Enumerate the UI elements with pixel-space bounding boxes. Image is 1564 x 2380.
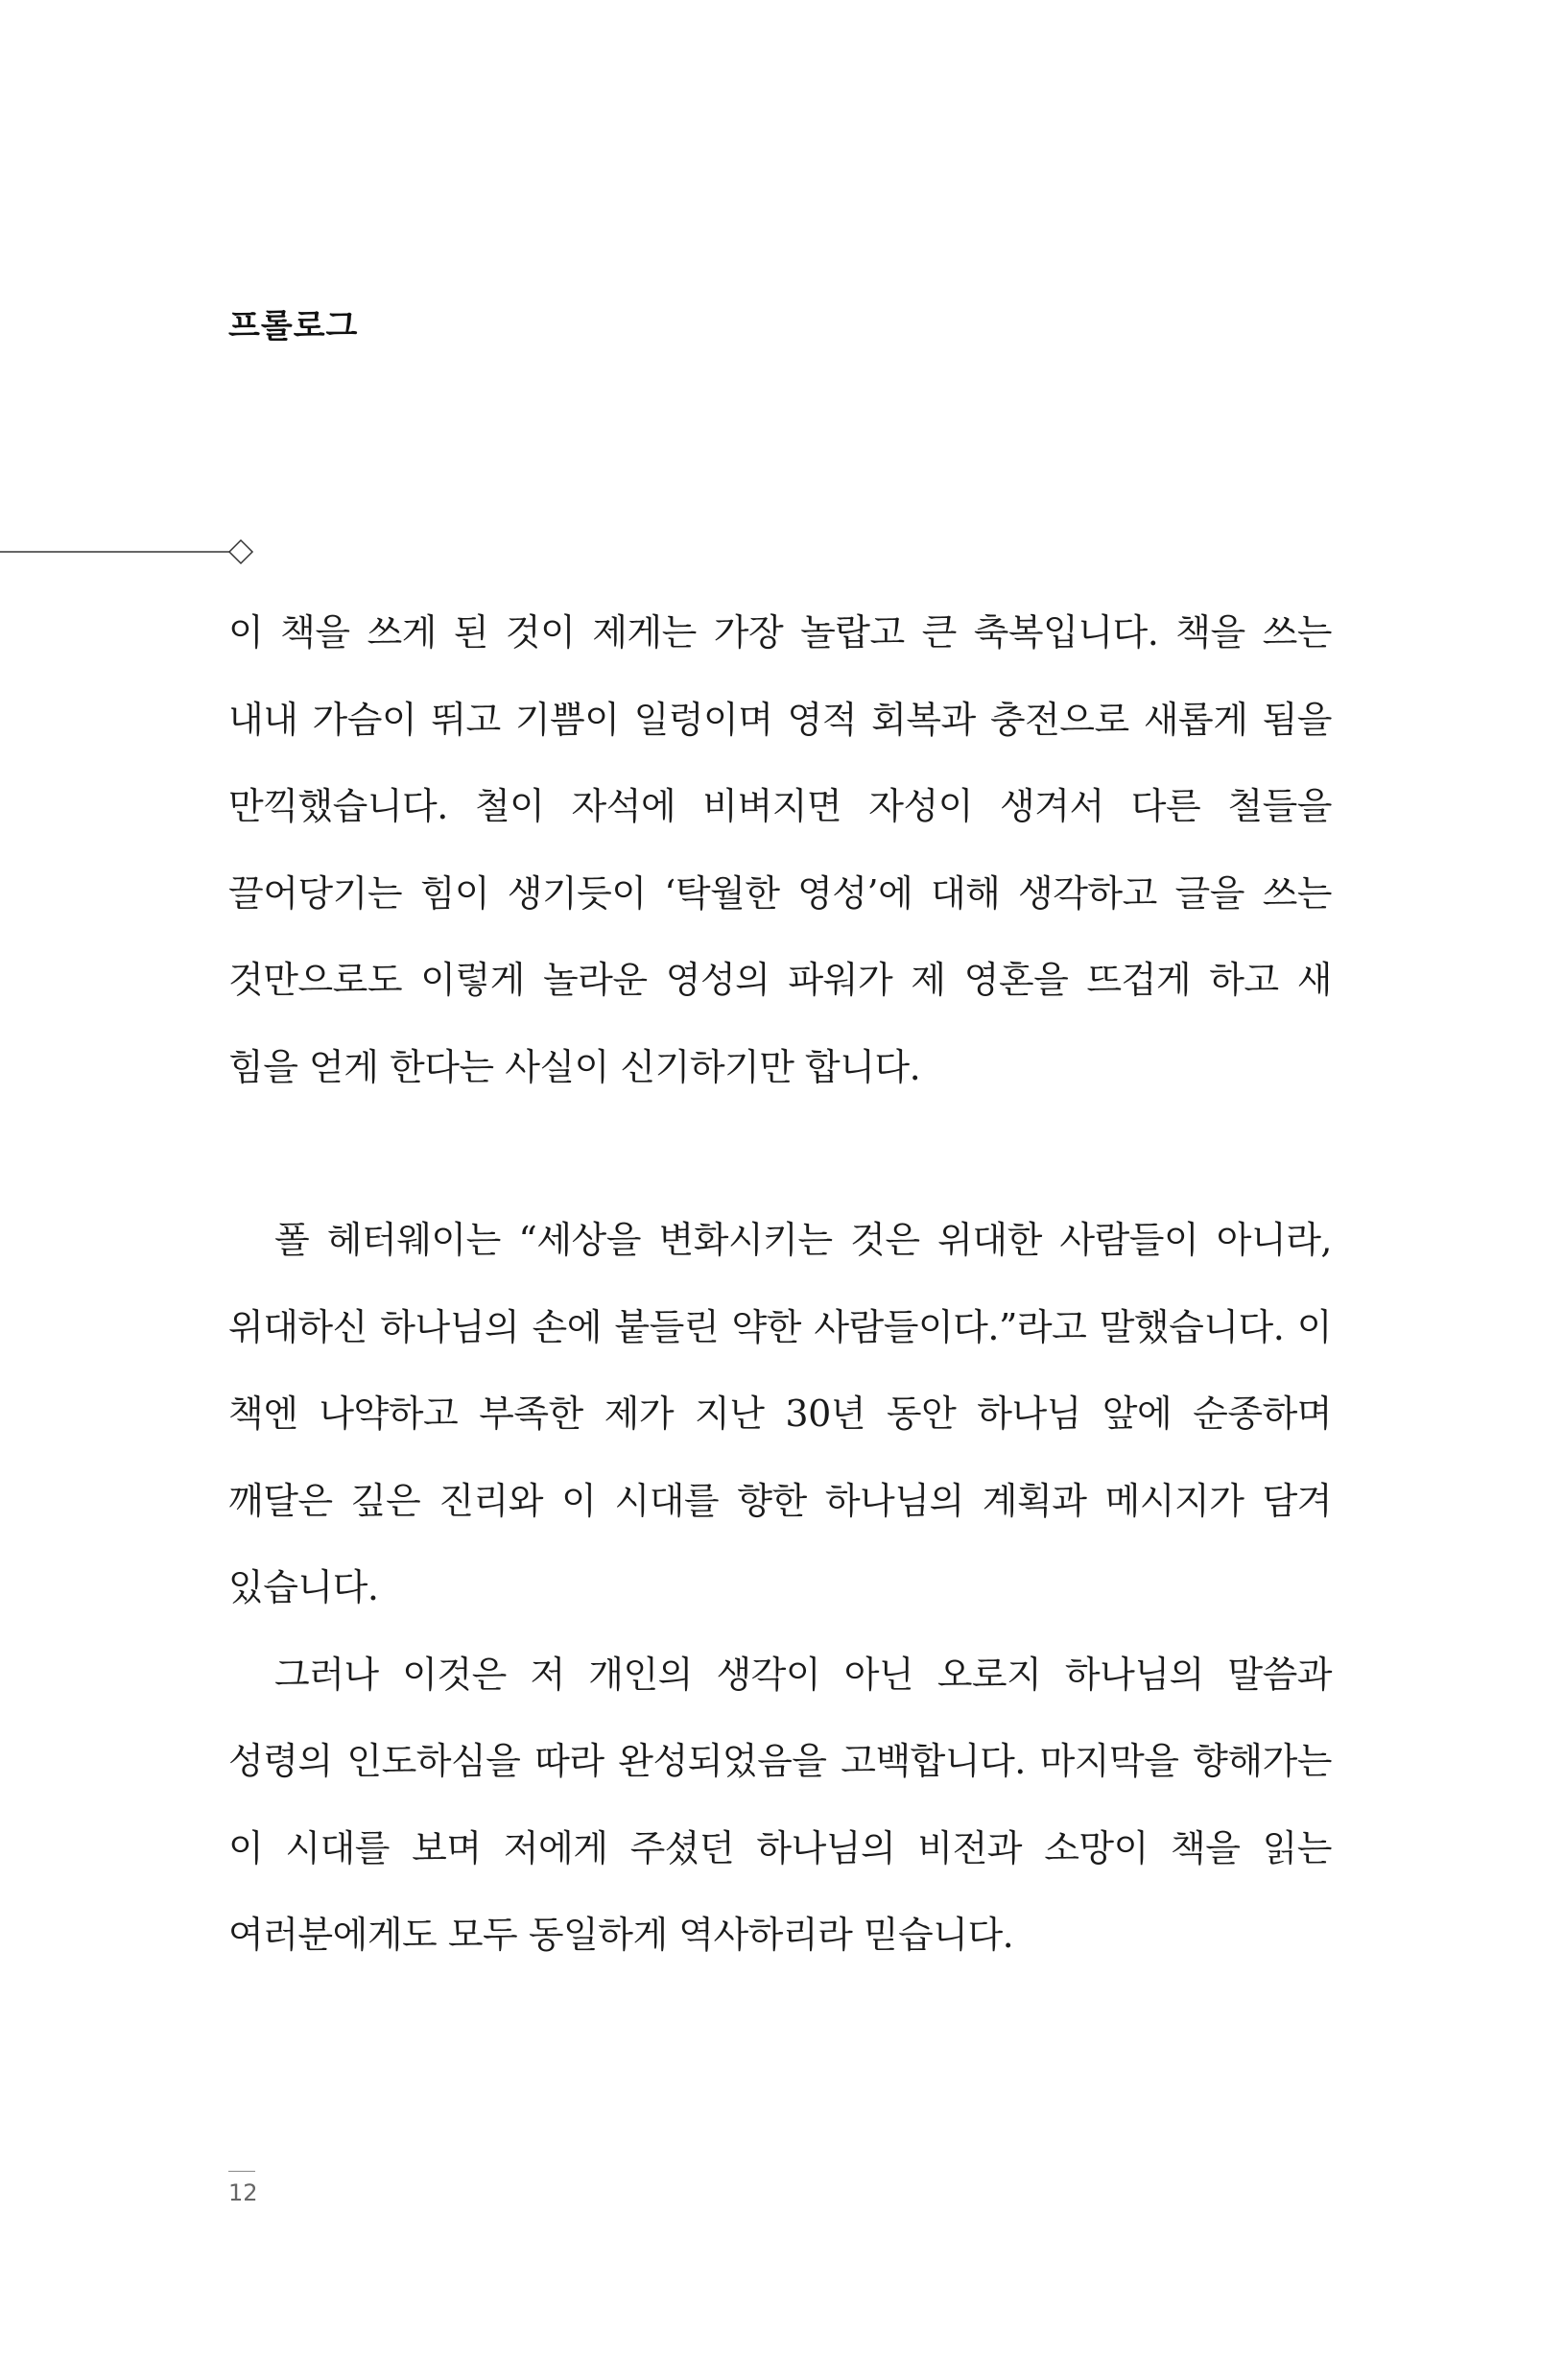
body-text (228, 589, 1332, 1979)
paragraph-3: 그러나 이것은 저 개인의 생각이 아닌 오로지 하나님의 말씀과 성령의 인도하심을 따라 완성되었음을 고백합니다. 마지막을 향해가는 이 시대를 보며 저에게 주셨던 하나님의 비전과 소망이 책을 읽는 여러분에게도 모두 동일하게 역사하리라 믿습니다. (228, 1653, 1332, 1956)
page-number: 12 (228, 2179, 258, 2206)
section-title: 프롤로그 (228, 307, 359, 345)
diamond-rule-ornament (0, 537, 259, 566)
folio-rule (228, 2171, 255, 2172)
paragraph-2: 폴 헤터웨이는 “세상을 변화시키는 것은 위대한 사람들이 아니라, 위대하신 하나님의 손에 붙들린 약한 사람들이다.”라고 말했습니다. 이 책엔 나약하고 부족한 제가 지난 30년 동안 하나님 앞에 순종하며 깨달은 깊은 진리와 이 시대를 향한 하나님의 계획과 메시지가 담겨 있습니다. (228, 1219, 1332, 1608)
page-footer (228, 2171, 257, 2206)
diamond-icon (229, 540, 252, 563)
paragraph-1: 이 책을 쓰게 된 것이 제게는 가장 놀랍고 큰 축복입니다. 책을 쓰는 내내 가슴이 뛰고 기쁨이 일렁이며 영적 회복과 충전으로 새롭게 됨을 만끽했습니다. 철이 자석에 비벼지면 자성이 생겨서 다른 철들을 끌어당기는 힘이 생기듯이 ‘탁월한 영성’에 대해 생각하고 글을 쓰는 것만으로도 이렇게 놀라운 영성의 파워가 제 영혼을 뜨겁게 하고 새 힘을 얻게 한다는 사실이 신기하기만 합니다. (228, 611, 1332, 1088)
